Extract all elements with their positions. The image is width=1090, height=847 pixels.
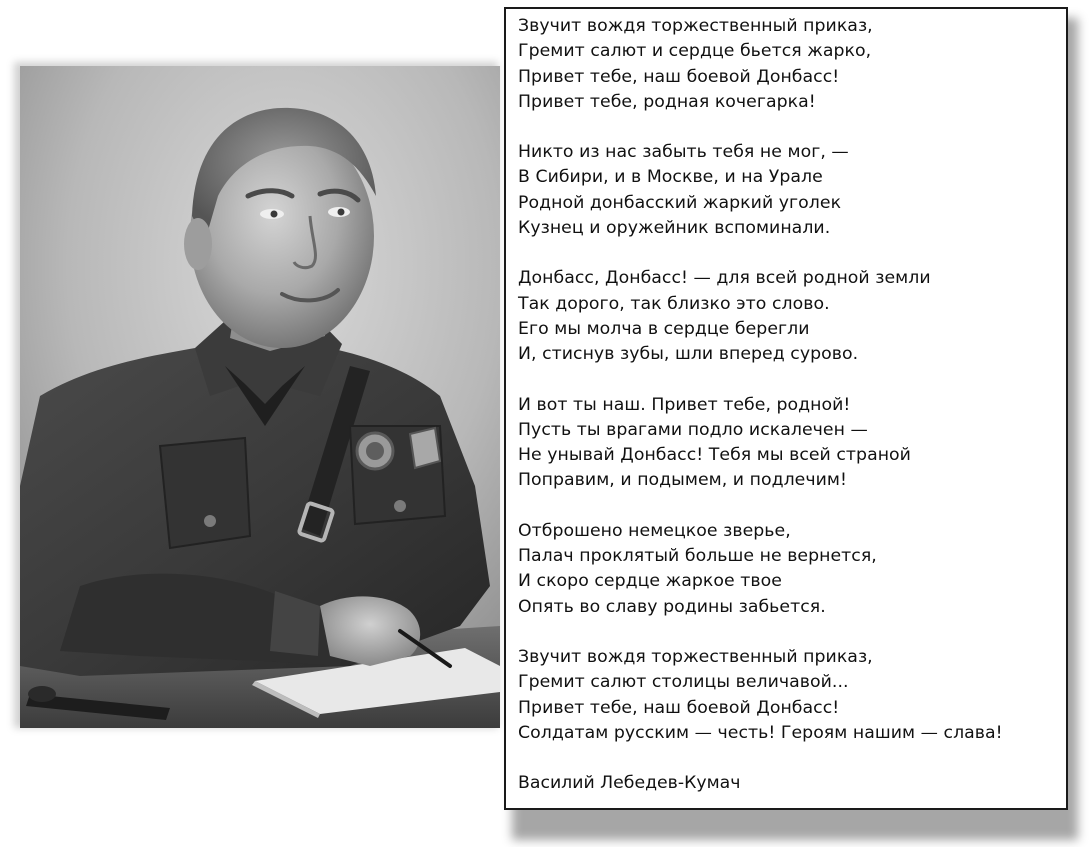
poem-line: Привет тебе, наш боевой Донбасс! (518, 66, 840, 87)
poem-line: Привет тебе, наш боевой Донбасс! (518, 697, 840, 718)
poem-line: Так дорого, так близко это слово. (518, 293, 830, 314)
poem-line: Не унывай Донбасс! Тебя мы всей страной (518, 445, 911, 466)
poem-card (504, 7, 1068, 810)
stanza-6 (518, 645, 1066, 746)
poem-line: Поправим, и подымем, и подлечим! (518, 470, 847, 491)
poem-line: Звучит вождя торжественный приказ, (518, 16, 873, 36)
poem-author: Василий Лебедев-Кумач (518, 773, 741, 794)
poem-line: Гремит салют столицы величавой... (518, 672, 849, 693)
stanza-1 (518, 14, 1066, 115)
poem-line: И скоро сердце жаркое твое (518, 571, 782, 592)
poem-line: Пусть ты врагами подло искалечен — (518, 419, 868, 440)
stanza-3 (518, 266, 1066, 367)
poem-line: И вот ты наш. Привет тебе, родной! (518, 394, 851, 415)
stanza-4 (518, 393, 1066, 494)
poem-line: Никто из нас забыть тебя не мог, — (518, 142, 849, 163)
stanza-5 (518, 519, 1066, 620)
poem-line: Гремит салют и сердце бьется жарко, (518, 41, 872, 62)
poem-line: Опять во славу родины забьется. (518, 596, 826, 617)
poem-line: Родной донбасский жаркий уголек (518, 192, 842, 213)
portrait-photo (20, 66, 500, 728)
poem-line: Донбасс, Донбасс! — для всей родной земли (518, 268, 931, 289)
portrait-illustration (20, 66, 500, 728)
poem-line: Отброшено немецкое зверье, (518, 520, 791, 541)
poem-line: Кузнец и оружейник вспоминали. (518, 218, 831, 239)
poem-line: Солдатам русским — честь! Героям нашим — слава! (518, 722, 1003, 743)
poem-line: Звучит вождя торжественный приказ, (518, 646, 873, 667)
poem-line: В Сибири, и в Москве, и на Урале (518, 167, 823, 188)
poem-line: Палач проклятый больше не вернется, (518, 546, 877, 567)
poem-line: И, стиснув зубы, шли вперед сурово. (518, 344, 859, 365)
stanza-2 (518, 140, 1066, 241)
poem-line: Его мы молча в сердце берегли (518, 318, 810, 339)
poem-line: Привет тебе, родная кочегарка! (518, 91, 816, 112)
